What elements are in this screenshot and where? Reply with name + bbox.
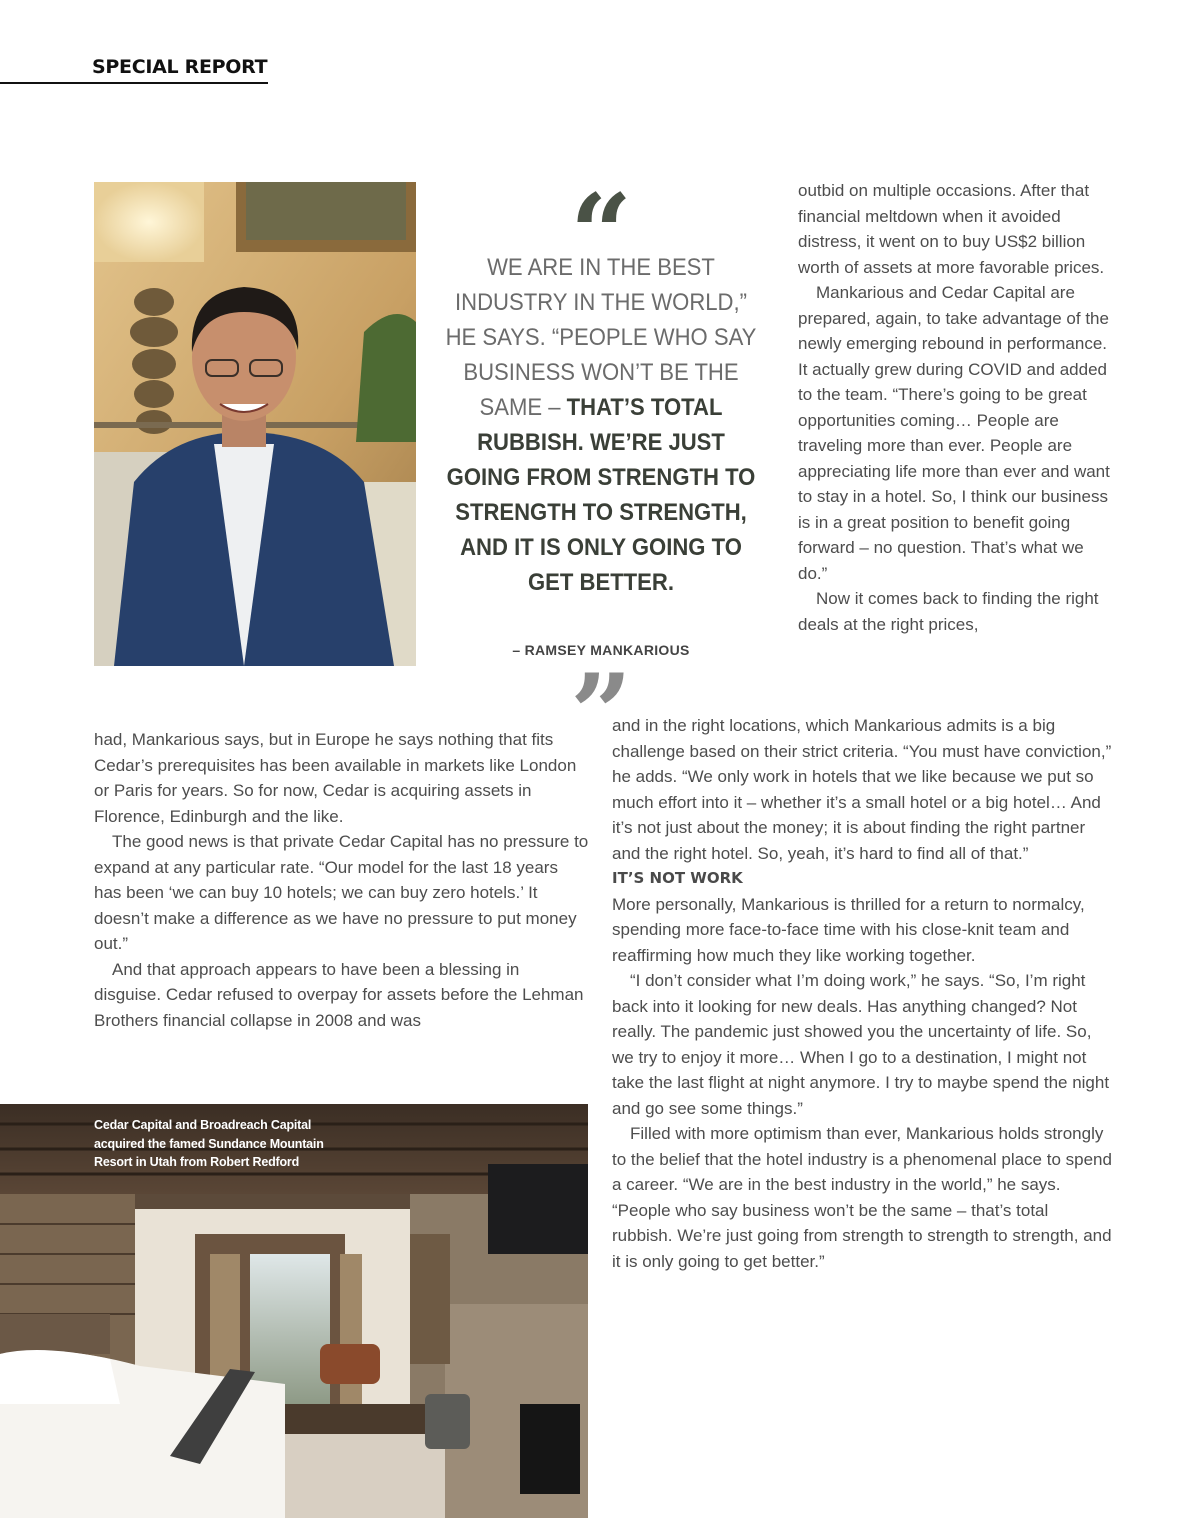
paragraph: The good news is that private Cedar Capital has no pressure to expand at any particular rate. “Our model for the last 18 years has been ‘we can buy 10 hotels; we can buy zero hotels.’ It doesn’t make a difference as we have no pressure to put money out.”: [94, 832, 589, 953]
article-column-right-top: [798, 178, 1110, 637]
pull-quote-bold: THAT’S TOTAL RUBBISH. WE’RE JUST GOING FROM STRENGTH TO STRENGTH TO STRENGTH, AND IT IS ONLY GOING TO GET BETTER.: [446, 394, 756, 596]
pull-quote: [440, 171, 762, 777]
pull-quote-attribution: – RAMSEY MANKARIOUS: [512, 642, 690, 658]
photo-caption: Cedar Capital and Broadreach Capital acquired the famed Sundance Mountain Resort in Utah from Robert Redford: [94, 1118, 324, 1169]
subheading: IT’S NOT WORK: [612, 869, 743, 887]
paragraph: Filled with more optimism than ever, Mankarious holds strongly to the belief that the hotel industry is a phenomenal place to spend a career. “We are in the best industry in the world,” he says. “People who say business won’t be the same – that’s total rubbish. We’re just going from strength to strength to strength, and it is only going to get better.”: [612, 1124, 1112, 1271]
paragraph: had, Mankarious says, but in Europe he says nothing that fits Cedar’s prerequisites has been available in markets like London or Paris for years. So for now, Cedar is acquiring assets in Florence, Edinburgh and the like.: [94, 730, 577, 826]
open-quote-icon: “: [569, 171, 633, 297]
pull-quote-light: WE ARE IN THE BEST INDUSTRY IN THE WORLD,” HE SAYS. “PEOPLE WHO SAY BUSINESS WON’T BE THE SAME –: [445, 254, 757, 421]
paragraph: “I don’t consider what I’m doing work,” he says. “So, I’m right back into it looking for new deals. Has anything changed? Not really. The pandemic just showed you the uncertainty of life. So, we try to enjoy it more… When I go to a destination, I might not take the last flight at night anymore. I try to maybe spend the night and go see some things.”: [612, 971, 1110, 1118]
header-rule: [0, 82, 268, 84]
paragraph: And that approach appears to have been a blessing in disguise. Cedar refused to overpay for assets before the Lehman Brothers financial collapse in 2008 and was: [94, 959, 584, 1030]
article-column-left: [94, 727, 590, 1033]
close-quote-icon: ”: [569, 651, 633, 777]
paragraph: outbid on multiple occasions. After that financial meltdown when it avoided distress, it went on to buy US$2 billion worth of assets at more favorable prices.: [798, 181, 1105, 277]
portrait-photo: [94, 182, 416, 666]
pull-quote-text: [444, 250, 759, 600]
paragraph: Mankarious and Cedar Capital are prepared, again, to take advantage of the newly emerging rebound in performance. It actually grew during COVID and added to the team. “There’s going to be great opportunities coming… People are traveling more than ever. People are appreciating life more than ever and want to stay in a hotel. So, I think our business is in a great position to benefit going forward – no question. That’s what we do.”: [798, 283, 1110, 583]
paragraph: More personally, Mankarious is thrilled for a return to normalcy, spending more face-to-face time with his close-knit team and reaffirming how much they like working together.: [612, 894, 1085, 965]
paragraph: and in the right locations, which Mankarious admits is a big challenge based on their strict criteria. “You must have conviction,” he adds. “We only work in hotels that we like because we put so much effort into it – whether it’s a small hotel or a big hotel… And it’s not just about the money; it is about finding the right partner and the right hotel. So, yeah, it’s hard to find all of that.”: [612, 716, 1112, 863]
paragraph: Now it comes back to finding the right deals at the right prices,: [798, 589, 1099, 634]
article-column-right-lower: [612, 713, 1112, 1274]
section-label: SPECIAL REPORT: [92, 56, 268, 78]
